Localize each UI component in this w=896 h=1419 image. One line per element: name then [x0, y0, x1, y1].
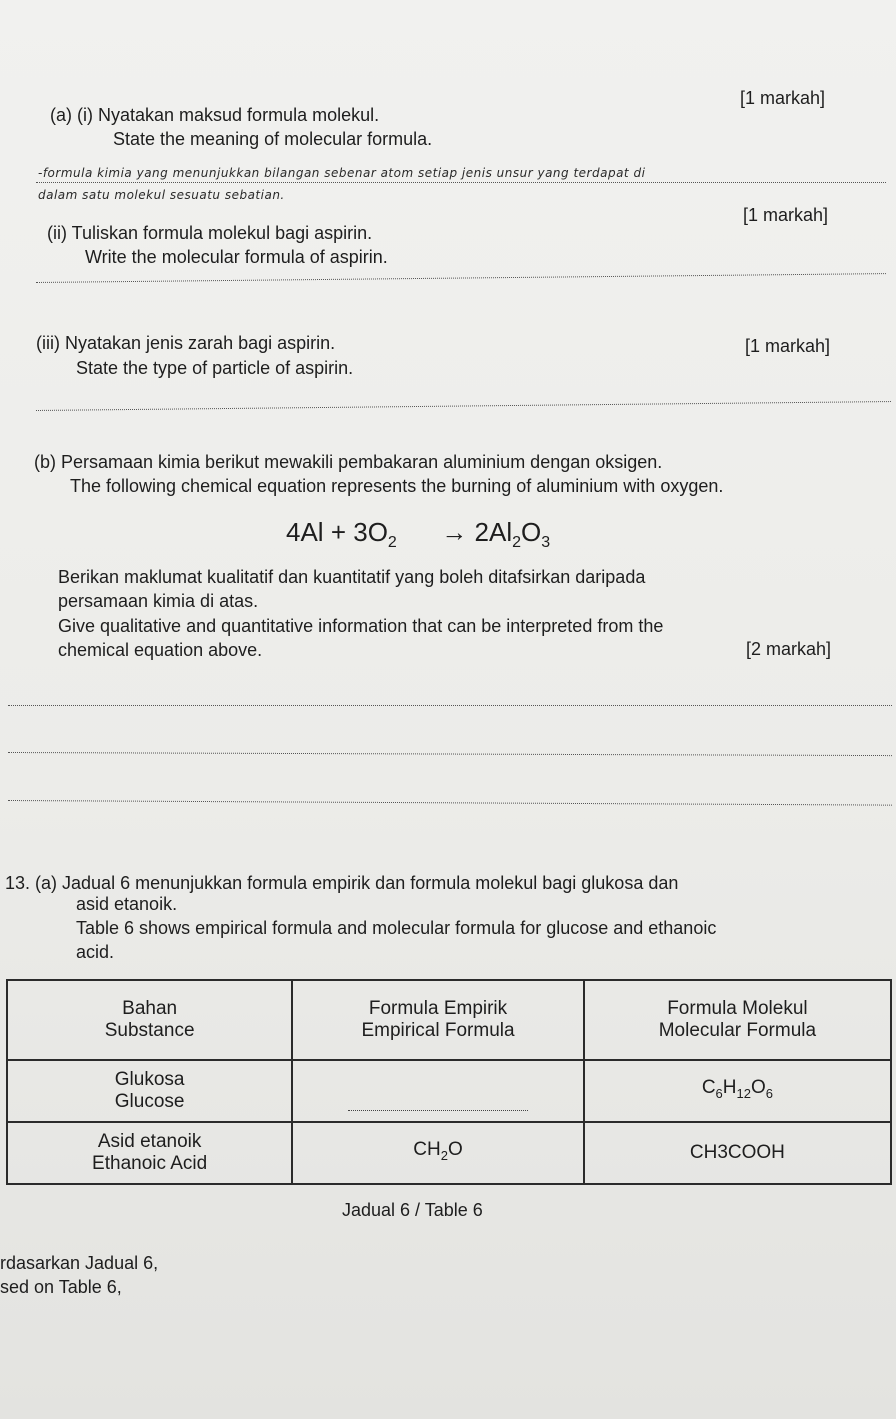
product-aluminium-oxide: $2Al_2O_3$	[474, 517, 551, 552]
marks-a-ii: [1 markah]	[743, 205, 829, 225]
answer-line-a-ii[interactable]	[36, 273, 886, 283]
table-row	[7, 1122, 891, 1184]
handwritten-answer-a-i-2: dalam satu molekul sesuatu sebatian.	[38, 188, 285, 202]
cell-glucose-empirical[interactable]	[292, 1060, 584, 1122]
marks-b: [2 markah]	[746, 639, 832, 659]
table-row	[7, 1060, 891, 1122]
table-6	[6, 979, 892, 1185]
question-13a-english-2: acid.	[76, 942, 115, 962]
plus-sign: +	[330, 517, 346, 547]
answer-line-b-2[interactable]	[8, 752, 892, 756]
instruction-b-malay-2: persamaan kimia di atas.	[58, 591, 259, 611]
based-on-malay: rdasarkan Jadual 6,	[0, 1253, 159, 1273]
question-a-ii-english: Write the molecular formula of aspirin.	[85, 247, 388, 267]
cell-ethanoic-acid: Asid etanoik Ethanoic Acid	[7, 1122, 292, 1184]
cell-glucose-molecular: $C_6H_{12}O_6$	[584, 1060, 891, 1122]
answer-line-a-i-1	[36, 182, 886, 183]
header-molecular-formula: Formula Molekul Molecular Formula	[584, 980, 891, 1060]
question-a-ii-malay: (ii) Tuliskan formula molekul bagi aspirin.	[47, 223, 373, 243]
question-b-malay: (b) Persamaan kimia berikut mewakili pembakaran aluminium dengan oksigen.	[34, 452, 663, 472]
answer-line-b-1[interactable]	[8, 705, 892, 706]
reactant-oxygen: $3O_2$	[353, 517, 397, 552]
question-b-english: The following chemical equation represents the burning of aluminium with oxygen.	[70, 476, 724, 496]
header-empirical-formula: Formula Empirik Empirical Formula	[292, 980, 584, 1060]
marks-a-i: [1 markah]	[740, 88, 826, 108]
handwritten-answer-a-i-1: -formula kimia yang menunjukkan bilangan sebenar atom setiap jenis unsur yang terdapat di	[38, 166, 646, 180]
cell-glucose: Glukosa Glucose	[7, 1060, 292, 1122]
instruction-b-english-2: chemical equation above.	[58, 640, 263, 660]
reaction-arrow: →	[441, 517, 468, 547]
question-a-i-english: State the meaning of molecular formula.	[113, 129, 433, 149]
question-13a-malay-2: asid etanoik.	[76, 894, 178, 914]
cell-ethanoic-molecular: CH3COOH	[584, 1122, 891, 1184]
answer-line-a-iii[interactable]	[36, 401, 891, 411]
instruction-b-english-1: Give qualitative and quantitative information that can be interpreted from the	[58, 616, 664, 636]
question-13a-malay-1: 13. (a) Jadual 6 menunjukkan formula empirik dan formula molekul bagi glukosa dan	[5, 873, 679, 893]
table-header-row	[7, 980, 891, 1060]
based-on-english: sed on Table 6,	[0, 1277, 122, 1297]
cell-ethanoic-empirical: $CH_2O$	[292, 1122, 584, 1184]
marks-a-iii: [1 markah]	[745, 336, 831, 356]
question-a-i-malay: (a) (i) Nyatakan maksud formula molekul.	[50, 105, 380, 125]
question-a-iii-malay: (iii) Nyatakan jenis zarah bagi aspirin.	[36, 333, 336, 353]
answer-line-b-3[interactable]	[8, 800, 892, 806]
reactant-aluminium: 4Al	[286, 517, 324, 547]
question-a-iii-english: State the type of particle of aspirin.	[76, 358, 354, 378]
answer-blank[interactable]	[348, 1108, 528, 1111]
table-caption: Jadual 6 / Table 6	[342, 1200, 483, 1220]
question-13a-english-1: Table 6 shows empirical formula and molecular formula for glucose and ethanoic	[76, 918, 717, 938]
header-substance: Bahan Substance	[7, 980, 292, 1060]
instruction-b-malay-1: Berikan maklumat kualitatif dan kuantitatif yang boleh ditafsirkan daripada	[58, 567, 646, 587]
chemical-equation	[286, 517, 550, 552]
